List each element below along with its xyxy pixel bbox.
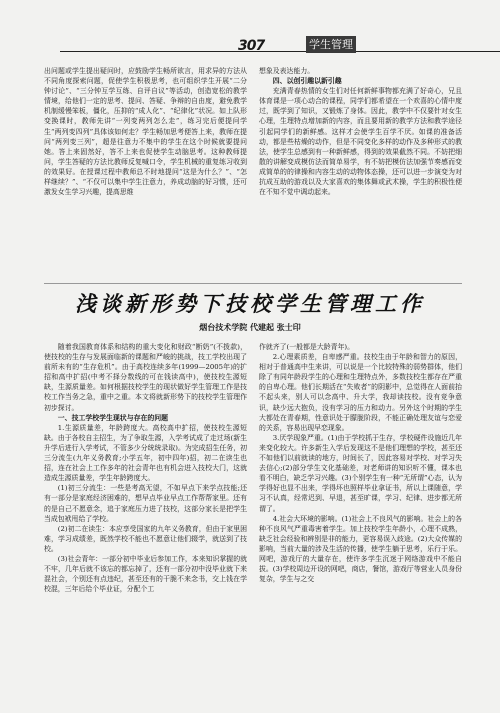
- paragraph: (3)社会青年：一部分初中毕业后参加工作，本来知识掌握的就不牢，几年后就不该忘的都忘掉了，还有一部分初中没毕业就下来混社会，个别还有点违纪，甚至还有的干脆不来念书，交上钱在学校混，三年后给个毕业证，分配个工: [44, 554, 247, 594]
- paragraph: (1)初三分流生：一些是考高无望，不如早点下来学点技能;还有一部分是家庭经济困难的，想早点毕业早点工作帮帮家里。还有的是自己不愿意念，追于家庭压力进了技校，这部分家长是把学生当成包袱甩给了学校。: [44, 484, 247, 523]
- paragraph: 2.心理素质差，自卑感严重。技校生由于年龄和智力的原因，相对于普通高中生来讲，可以说是一个比较特殊的弱势群体，他们除了有同年龄段学生的心理和生理特点外，多数技校生都存在严重的自卑心理。他们长期活在“失败者”的阴影中，总觉得在人面前抬不起头来，别人可以念高中、升大学，我却读技校。没有竞争意识，缺少远大抱负，没有学习的压力和动力。另外这个时期的学生大都处在青春期，性意识处于朦胧阶段，不能正确处理友谊与恋爱的关系，容易出现早恋现象。: [259, 353, 462, 432]
- header-rule: [60, 51, 500, 52]
- page-header: [0, 36, 500, 58]
- paragraph: 3.厌学现象严重。(1)由于学校抓于生存，学校硬件设施近几年来变化较大。许多新生入学后发现这不是他们理想的学校，甚至还不如他们以前就读的地方，时间长了，因此容易对学校、对学习失去信心;(2)部分学生文化基础差，对老师讲的知识听不懂，课本也看不明白，缺乏学习兴趣。(3)个别学生有一种“无所谓”心态，认为学得好也显不出来，学得坏也照样毕业拿证书，所以上课随意，学习不认真，经常迟到、早退，甚至旷课，学习、纪律、进步都无所谓了。: [259, 433, 462, 513]
- body-left-column: [44, 342, 247, 594]
- article-authors: 烟台技术学院 代建起 张士印: [199, 323, 301, 332]
- top-left-column: [44, 66, 247, 197]
- paragraph: 1.生源质量差，年龄跨度大。高校高中扩招，使技校生源短缺。由于各校自主招生，为了争取生源，入学考试成了走过场(新生升学后进行入学考试，不管多少分统统录取)。为完成招生任务，初三分流生(九年义务教育;小学五年，初中四年)招，初二在读生也招，连在社会上工作多年的社会青年也有机会进入技校大门，这就造成生源质量差，学生年龄跨度大。: [44, 423, 247, 483]
- article-divider: [44, 283, 462, 284]
- article-title: 浅谈新形势下技校学生管理工作: [75, 291, 425, 316]
- journal-label: 学生管理: [306, 36, 356, 53]
- paragraph: 出问题或学生提出疑问时，应鼓励学生畅所欲言，用求异的方法从不同角度探索问题，促使学生积极思考，也可组织学生开展“二分钟讨论”、“三分钟互学互练、自评自议”等活动，创造宽松的教学情境，给他们一定的思考、提问、答疑、争辩的自由度，避免教学机制缓慢笨板，僵化，压抑的“成人化”、“纪律化”状况。如上队形变换课时，教师先讲“一列变两列怎么走”，练习完后便提问学生“两列变四列”具体该如何走？学生畅加思考便答上来，教师在提问“两列变三列”，超是往意力不集中的学生在这个时候就要提问她。答上来固然好，答不上来也促使学生动脑思考。这种教师提问，学生答疑的方法比教师反复喊口令，学生机械的重复练习收到的效果好。在授课过程中教师总不时地提问“这是为什么？”、“怎样继续？”、“不仅可以集中学生注意力，养成动脑的好习惯，还可激发女生学习兴趣，提高思维: [44, 67, 247, 197]
- paragraph: 充满青春热情的女生们对任何新鲜事物都充满了好奇心，兄且体育课是一项心动合的课程，同学们都希望在一个欢喜的心情中度过，既学到了知识，又锻炼了身体。因此，教学中不仅要针对女生心理，生理特点增加新的内容，而且要用新的教学方法和教学途径引起同学们的新鲜感。这样才会使学生百学不厌。如课的准备活动，都是些枯燥的动作，但是不同变化多样的动作及多种形式的教法，使学生总感到有一种新鲜感，得到的效果截然不同。不妨把细散的讲解变成模仿法而简单易学，有不妨把模仿法加强节奏感而变成简单的的律操和内容生动的动物体态操，还可以进一步演变为对抗成互助的游戏以及大家喜欢的集体舞或武术操，学生的积极性便在不知不觉中调动起来。: [259, 87, 462, 197]
- paragraph: 4.社会大环境的影响。(1)社会上不良风气的影响。社会上的各种不良风气严重毒害着学生。加上技校学生年龄小，心理不成熟，缺乏社会经验和辨别是非的能力，更容易误入歧途。(2)大众传媒的影响，当前大量的涉及生活的传播，使学生躺于思考，乐行于乐。网吧，游戏厅的大量存在，使许多学生沉迷于网络游戏中不能自拔。(3)学校周边开设的网吧，商店，餐馆，游戏厅等营业人员身份复杂，学生与之交: [259, 514, 462, 584]
- article-body: [44, 342, 462, 712]
- top-article-end: [44, 66, 462, 282]
- paragraph: 作就齐了(一般都是大龄青年)。: [259, 343, 354, 351]
- section-heading: 一、技工学校学生现状与存在的问题: [57, 413, 169, 422]
- paragraph: (2)初二在读生：本应享受国家的九年义务教育，但由于家里困难，学习成绩差，既然学校不能也不愿意让他们辍学，就送到了技校。: [44, 524, 247, 553]
- page-number: 307: [238, 38, 265, 54]
- body-right-column: [259, 342, 462, 584]
- paragraph: 想象及表达能力。: [259, 67, 315, 75]
- section-heading: 四、以创引趣以新引趣: [272, 77, 342, 86]
- top-right-column: [259, 66, 462, 197]
- paragraph: 随着我国教育体系和结构的重大变化和财政“断奶”(不拨款)，使技校的生存与发展面临新的课题和严峻的挑战，技工学校出现了前所未有的“生存危机”。由于高校连续多年(1999—2005年)的扩招和高中扩招(中考不择分数线的可在钱读高中)，使技校生源短缺，生源质量差。如何根据技校学生的现状做好学生管理工作是技校工作当务之急，重中之重。本文将就新形势下的技校学生管理作初步探讨。: [44, 343, 247, 412]
